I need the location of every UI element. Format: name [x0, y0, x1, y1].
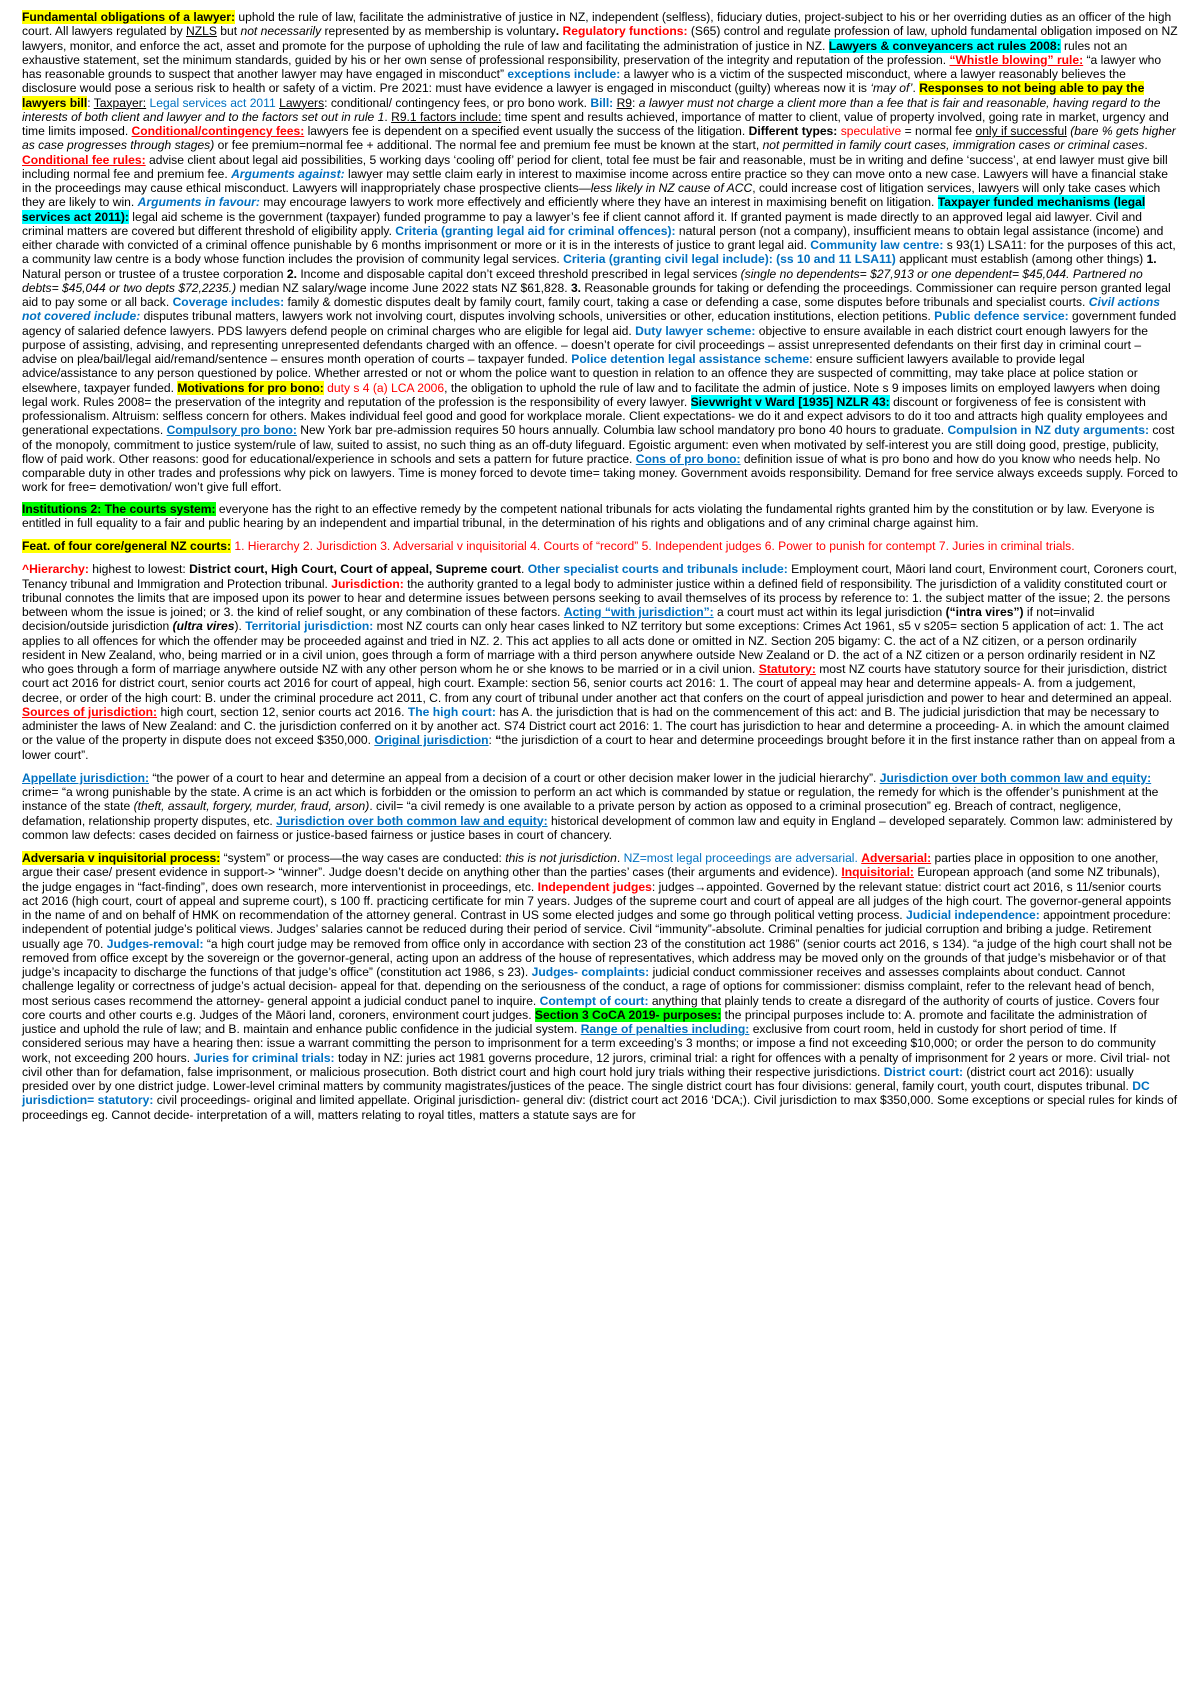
- styled-run: “Whistle blowing” rule:: [949, 52, 1084, 67]
- text-run: judicial conduct commissioner receives and assesses complaints about conduct. Cannot challenge legality or correctness of judge’s actual decision- appeal for that. depending on the seriousness of the conduct, a rage of options for commissioner: dismiss complaint, refer to the relevant head of bench, most serious cases recommend the attorney- general appoint a judicial conduct panel to inquire.: [22, 965, 1155, 1008]
- styled-run: Lawyers: [279, 95, 325, 110]
- text-run: , could increase cost of litigation services, lawyers will only take cases which they are likely to win.: [22, 181, 1161, 210]
- styled-run: speculative: [840, 124, 902, 138]
- styled-run: Conditional/contingency fees:: [131, 124, 305, 138]
- text-run: Employment court, Māori land court, Environment court, Coroners court, Tenancy tribunal and Immigration and Protection tribunal.: [22, 562, 1177, 591]
- styled-run: Conditional fee rules:: [22, 152, 146, 167]
- styled-run: Judges-removal:: [106, 936, 204, 951]
- text-run: Income and disposable capital don’t exceed threshold prescribed in legal services: [296, 266, 741, 281]
- para-hierarchy-jurisdiction: [22, 562, 1178, 762]
- text-run: (district court act 2016): usually presided over by one district judge. Lower-level criminal matters by community magistrates/justices of the peace. The single district court has four divisions: general, family court, youth court, disputes tribunal.: [22, 1064, 1134, 1093]
- styled-run: less likely in NZ cause of ACC: [590, 181, 753, 195]
- text-run: the authority granted to a legal body to administer justice within a defined field of responsibility. The jurisdiction of a validity constituted court or tribunal connotes the limits that are imposed upon its power to hear and determine issues between persons seeking to avail themselves of its process by reference to: 1. the subject matter of the issue; 2. the persons between whom the issue is joined; or 3. the kind of relief sought, or any combination of these factors.: [22, 576, 1171, 619]
- styled-run: “: [495, 733, 502, 748]
- text-run: if not=invalid decision/outside jurisdiction: [22, 605, 1095, 634]
- styled-run: not permitted in family court cases, immigration cases or criminal cases: [762, 138, 1145, 153]
- text-run: the principal purposes include to: A. promote and facilitate the administration of justice and uphold the rule of law; and B. maintain and enhance public confidence in the judicial system.: [22, 1007, 1147, 1036]
- styled-run: Community law centre:: [810, 238, 944, 252]
- text-run: exclusive from court room, held in custody for short period of time. If considered serious may have a hearing then: issue a warrant committing the person to imprisonment for a term exceeding’s 3 months; or impose a find not exceeding $10,000; or order the person to do community work, not exceeding 200 hours.: [22, 1022, 1156, 1065]
- text-run: advise client about legal aid possibilities, 5 working days ‘cooling off’ period for client, total fee must be fair and reasonable, must be in writing and define ‘success’, at end lawyer must give bill including normal fee and premium fee.: [22, 152, 1168, 181]
- text-run: a court must act within its legal jurisdiction: [713, 605, 946, 619]
- text-run: (S65) control and regulate profession of law, uphold fundamental obligation imposed on NZ lawyers, monitor, and enforce the act, asset and promote for the purpose of upholding the rule of law and facilitating the administration of justice in NZ.: [22, 24, 1178, 53]
- text-run: : ensure sufficient lawyers available to provide legal advice/assistance to any person questioned by police. Whether arrested or not or whom the police want to question in relation to an offence they are suspected of committing, may take place at police station or elsewhere, taxpayer funded.: [22, 352, 1138, 395]
- para-appellate-jurisdiction: [22, 771, 1178, 842]
- styled-run: Section 3 CoCA 2019- purposes:: [534, 1007, 722, 1022]
- styled-run: 2.: [286, 266, 297, 281]
- text-run: lawyer may settle claim early in interest to maximise income across entire practice so they can move onto a new case. Lawyers will have a financial stake in the proceedings may cause ethical misconduct. Lawyers will inappropriately chase prospective clients—: [22, 166, 1169, 195]
- text-run: anything that plainly tends to create a disregard of the authority of courts of justice. Covers four core courts and other courts e.g. Judges of the Māori land, coroners, environment court judges.: [22, 993, 1160, 1022]
- text-run: or fee premium=normal fee + additional. The normal fee and premium fee must be known at the start,: [214, 138, 763, 153]
- text-run: rules not an exhaustive statement, set the minimum standards, guided by his or her own sense of professional responsibility, preservation of the integrity and reputation of the profession.: [22, 38, 1128, 67]
- styled-run: Compulsory pro bono:: [166, 423, 297, 438]
- text-run: New York bar pre-admission requires 50 hours annually. Columbia law school mandatory pro bono 40 hours to graduate.: [296, 423, 948, 438]
- text-run: .: [384, 109, 392, 124]
- styled-run: exceptions include:: [507, 67, 621, 81]
- text-run: uphold the rule of law, facilitate the administrative of justice in NZ, independent (selfless), fiduciary duties, project-subject to his or her overriding duties as an officer of the high court. All lawyers regulated by: [22, 10, 1172, 39]
- styled-run: Cons of pro bono:: [635, 451, 741, 466]
- text-run: historical development of common law and equity in England – developed separately. Common law: administered by common law defects: cases decided on fairness or justice-based fairness or justice bases in court of chancery.: [22, 813, 1173, 842]
- styled-run: (ultra vires: [172, 619, 235, 634]
- styled-run: not necessarily: [240, 24, 322, 39]
- text-run: but: [216, 24, 241, 39]
- text-run: family & domestic disputes dealt by family court, family court, taking a case or defending a case, some disputes before tribunals and specialist courts.: [284, 295, 1089, 309]
- styled-run: Acting “with jurisdiction”:: [563, 605, 714, 619]
- styled-run: Arguments in favour:: [137, 195, 260, 210]
- styled-run: .: [555, 24, 560, 39]
- styled-run: Police detention legal assistance scheme: [571, 352, 810, 366]
- styled-run: duty s 4 (a) LCA 2006: [327, 380, 445, 395]
- styled-run: (theft, assault, forgery, murder, fraud, arson): [133, 799, 370, 814]
- styled-run: Jurisdiction over both common law and equity:: [879, 770, 1152, 785]
- text-run: .: [521, 562, 528, 577]
- text-run: represented by as membership is voluntary: [321, 24, 556, 39]
- styled-run: Sievwright v Ward [1935] NZLR 43:: [690, 394, 890, 409]
- styled-run: Arguments against:: [231, 166, 345, 181]
- styled-run: ^Hierarchy:: [22, 562, 89, 577]
- text-run: cost of the monopoly, commitment to justice system/rule of law, suited to assist, no such thing as an off-duty lifeguard. Egoistic argument: even when motivated by self-interest you are still doing good, prestige, publicity, flow of paid work. Other reasons: good for educational/experience in schools and sets a pattern for future practice.: [22, 423, 1175, 466]
- text-run: applicant must establish (among other things): [895, 252, 1147, 267]
- text-run: natural person (not a company), insufficient means to obtain legal assistance (income) and either charade with convicted of a criminal offence punishable by 6 months imprisonment or more or it is in the interests of justice to grant legal aid.: [22, 223, 1164, 252]
- styled-run: Compulsion in NZ duty arguments:: [947, 423, 1149, 438]
- text-run: crime= “a wrong punishable by the state. A crime is an act which is forbidden or the omission to perform an act which is commanded by statue or regulation, the remedy for which is the offender’s punishment at the instance of the state: [22, 785, 1159, 814]
- styled-run: Independent judges: [537, 879, 652, 894]
- para-courts-system: [22, 502, 1178, 531]
- styled-run: NZLS: [186, 24, 217, 39]
- text-run: appointment procedure: independent of potential judge’s political views. Judges’ salaries cannot be reduced during their period of service. Civil “immunity”-absolute. Criminal penalties for judicial corruption and bribing a judge. Retirement usually age 70.: [22, 908, 1171, 951]
- text-run: .: [616, 851, 624, 865]
- styled-run: Regulatory functions:: [559, 24, 688, 39]
- styled-run: Original jurisdiction: [374, 733, 489, 748]
- para-four-core-courts: [22, 539, 1178, 553]
- text-run: legal aid scheme is the government (taxpayer) funded programme to pay a lawyer’s fee if client cannot afford it. If granted payment is made directly to an approved legal aid lawyer. Civil and criminal matters are covered but different threshold of eligibility apply.: [22, 209, 1142, 238]
- text-run: Natural person or trustee of a trustee corporation: [22, 266, 287, 281]
- styled-run: Territorial jurisdiction:: [245, 619, 374, 634]
- styled-run: Adversaria v inquisitorial process:: [22, 851, 221, 865]
- text-run: :: [488, 733, 496, 748]
- styled-run: Contempt of court:: [539, 993, 649, 1008]
- text-run: :: [87, 95, 94, 110]
- styled-run: (bare % gets higher as case progresses through stages): [22, 124, 1176, 153]
- styled-run: Taxpayer funded mechanisms (legal services act 2011):: [22, 195, 1146, 224]
- text-run: “the power of a court to hear and determine an appeal from a decision of a court or other decision maker lower in the judicial hierarchy”.: [149, 770, 880, 785]
- text-run: most NZ courts can only hear cases linked to NZ territory but some exceptions: Crimes Act 1961, s5 v s205= section 5 application of act: 1. The act applies to all offences for which the offender may be proceeded against and tried in NZ. 2. This act applies to all acts done or omitted in NZ. Section 205 bigamy: C. the act of a NZ citizen, or a person ordinarily resident in New Zealand, who, being married or in a civil union, goes through a form of marriage with a third person anywhere outside New Zealand or D. the act of a NZ citizen or a person ordinarily resident in NZ who goes through a form of marriage anywhere outside NZ with any other person whom he or she knows to be married or in a civil union.: [22, 619, 1164, 676]
- text-run: high court, section 12, senior courts act 2016.: [157, 704, 408, 719]
- styled-run: this is not jurisdiction: [505, 851, 617, 865]
- styled-run: 1. Hierarchy 2. Jurisdiction 3. Adversarial v inquisitorial 4. Courts of “record” 5. Independent judges 6. Power to punish for contempt 7. Juries in criminal trials.: [234, 539, 1075, 553]
- text-run: objective to ensure available in each district court enough lawyers for the purpose of assisting, advising, and representing unrepresented defendants charged with an offence. – doesn’t operate for civil proceedings – assist unrepresented defendants on their first day in criminal court – advise on plea/bail/legal aid/remand/sentence – ensures month operation of courts – taxpayer funded.: [22, 323, 1149, 366]
- text-run: : judges→appointed. Governed by the relevant statue: district court act 2016, s 11/senior courts act 2016 (high court, court of appeal and supreme court), s 100 ff. practicing certificate for min 7 years. Judges of the supreme court and court of appeal are all judges of the high court. The governor-general appoints in the name of and on behalf of HMK on recommendation of the attorney general. Contrast in US some elected judges and some go through political vetting process.: [22, 879, 1172, 922]
- styled-run: Taxpayer:: [93, 95, 147, 110]
- styled-run: ‘may of’: [870, 81, 913, 96]
- text-run: discount or forgiveness of fee is consistent with professionalism. Altruism: selfless concern for others. Makes individual feel good and good for workplace morale. Client expectations- we do it and expect advisors to do it too and attracts high quality employees and generational expectations.: [22, 394, 1168, 438]
- text-run: ).: [234, 619, 246, 634]
- styled-run: Judges- complaints:: [531, 965, 650, 979]
- text-run: a lawyer who is a victim of the suspected misconduct, where a lawyer reasonably believes the disclosure would pose a serious risk to health or safety of a victim. Pre 2021: must have evidence a lawyer is engaged in misconduct (guilty) whereas now it is: [22, 67, 1126, 96]
- styled-run: Sources of jurisdiction:: [22, 704, 158, 719]
- text-run: :: [632, 95, 639, 110]
- text-run: highest to lowest:: [88, 562, 190, 577]
- text-run: = normal fee: [901, 124, 976, 138]
- styled-run: Different types:: [748, 124, 838, 138]
- text-run: disputes tribunal matters, lawyers work not involving court, disputes involving schools, universities or other, education institutions, election petitions.: [140, 309, 935, 324]
- text-run: median NZ salary/wage income June 2022 stats NZ $61,828.: [236, 280, 571, 295]
- text-run: “system” or process—the way cases are conducted:: [220, 851, 506, 865]
- styled-run: Legal services act 2011: [149, 95, 276, 110]
- styled-run: Civil actions not covered include:: [22, 295, 1161, 324]
- styled-run: DC jurisdiction= statutory:: [22, 1079, 1150, 1108]
- styled-run: Criteria (granting legal aid for criminal offences):: [395, 223, 676, 238]
- text-run: definition issue of what is pro bono and how do you know who needs help. No comparable duty in other trades and professions why pick on lawyers. Time is money forced to devote time= taking money. Government avoids responsibility. Demand for free service always exceeds supply. Forced to work for free= demotivation/ won’t give full effort.: [22, 451, 1178, 495]
- text-run: s 93(1) LSA11: for the purposes of this act, a community law centre is a body whose function includes the provision of community legal services.: [22, 238, 1176, 267]
- para-adversarial-process: [22, 851, 1178, 1122]
- styled-run: Juries for criminal trials:: [193, 1050, 335, 1065]
- text-run: has A. the jurisdiction that is had on the commencement of this act: and B. The judicial jurisdiction that may be necessary to administer the laws of New Zealand: and C. the jurisdiction conferred on it by another act. S74 District court act 2016: 1. The court has jurisdiction to hear and determine a proceeding- A. in which the amount claimed or the value of the property in dispute does not exceed $350,000.: [22, 704, 1170, 748]
- styled-run: Statutory:: [758, 662, 816, 676]
- text-run: may encourage lawyers to work more effectively and efficiently where they have an interest in maximising benefit on litigation.: [259, 195, 938, 210]
- text-run: the jurisdiction of a court to hear and determine proceedings brought before it in the first instance rather than on appeal from a lower court”.: [22, 733, 1175, 762]
- styled-run: (“intra vires”): [945, 605, 1024, 619]
- styled-run: Institutions 2: The courts system:: [22, 501, 216, 516]
- text-run: time spent and results achieved, importance of matter to client, value of property involved, going rate in market, urgency and time limits imposed.: [22, 109, 1169, 138]
- styled-run: Appellate jurisdiction:: [22, 770, 149, 785]
- text-run: government funded agency of salaried defence lawyers. PDS lawyers defend people on criminal charges who are eligible for legal aid.: [22, 309, 1177, 338]
- text-run: European approach (and some NZ tribunals), the judge engages in “fact-finding”, does own research, more interventionist in proceedings, etc.: [22, 865, 1160, 894]
- text-run: today in NZ: juries act 1981 governs procedure, 12 jurors, criminal trial: a right for offences with a penalty of imprisonment for 2 years or more. Civil trial- not civil other than for defamation, false imprisonment, or malicious prosecution. Both district court and high court hold jury trials withing their respective jurisdictions.: [22, 1050, 1170, 1079]
- styled-run: Fundamental obligations of a lawyer:: [22, 10, 236, 24]
- text-run: . civil= “a civil remedy is one available to a private person by action as opposed to a criminal prosecution” eg. Breach of contract, negligence, defamation, relationship property disputes, etc.: [22, 799, 1122, 828]
- styled-run: Jurisdiction over both common law and equity:: [276, 813, 548, 828]
- styled-run: NZ=most legal proceedings are adversarial.: [623, 851, 858, 865]
- styled-run: Range of penalties including:: [580, 1022, 750, 1036]
- para-lawyer-obligations: [22, 10, 1178, 495]
- text-run: everyone has the right to an effective remedy by the competent national tribunals for acts violating the fundamental rights granted him by the constitution or by law. Everyone is entitled in full equality to a fair and public hearing by an independent and impartial tribunal, in the determination of his rights and obligations and of any criminal charge against him.: [22, 501, 1155, 530]
- styled-run: Adversarial:: [861, 851, 932, 865]
- styled-run: District court:: [883, 1064, 964, 1079]
- text-run: “a lawyer who has reasonable grounds to suspect that another lawyer may have engaged in misconduct”: [22, 52, 1162, 81]
- text-run: “a high court judge may be removed from office only in accordance with section 23 of the constitution act 1986” (senior courts act 2016, s 134). “a judge of the high court shall not be removed from office except by the sovereign or the governor-general, acting upon an address of the house of representatives, which address may be moved only on the grounds of that judge’s misbehavior or of that judge’s incapacity to discharge the functions of that judge’s office” (constitution act 1986, s 23).: [22, 936, 1172, 979]
- styled-run: The high court:: [407, 704, 496, 719]
- styled-run: Inquisitorial:: [841, 865, 914, 880]
- text-run: most NZ courts have statutory source for their jurisdiction, district court act 2016 for district court, senior courts act 2016 for court of appeal, high court. Example: section 56, senior courts act 2016: 1. The court of appeal may hear and determine appeals- A. from a judgement, decree, or order of the high court: B. under the criminal procedure act 2011, C. from any court of tribunal under another act that confers on the court of appeal jurisdiction and power to hear and determined an appeal.: [22, 662, 1173, 705]
- styled-run: Criteria (granting civil legal include): (ss 10 and 11 LSA11): [563, 252, 896, 267]
- styled-run: Jurisdiction:: [331, 576, 404, 591]
- text-run: , the obligation to uphold the rule of law and to facilitate the admin of justice. Note s 9 imposes limits on employed lawyers when doing legal work. Rules 2008= the preservation of the integrity and reputation of the profession is the responsibility of every lawyer.: [22, 380, 1161, 409]
- styled-run: (single no dependents= $27,913 or one dependent= $45,044. Partnered no debts= $45,044 or two depts $72,2235.): [22, 266, 1143, 295]
- styled-run: Coverage includes:: [172, 295, 285, 309]
- text-run: lawyers fee is dependent on a specified event usually the success of the litigation.: [304, 124, 749, 138]
- styled-run: a lawyer must not charge a client more than a fee that is fair and reasonable, having regard to the interests of both client and lawyer and to the factors set out in rule 1: [22, 95, 1161, 124]
- text-run: .: [1144, 138, 1148, 153]
- styled-run: Responses to not being able to pay the lawyers bill: [22, 81, 1145, 110]
- styled-run: District court, High Court, Court of appeal, Supreme court: [189, 562, 521, 577]
- styled-run: R9.1 factors include:: [391, 109, 502, 124]
- styled-run: Duty lawyer scheme:: [635, 323, 756, 338]
- styled-run: R9: [616, 95, 633, 110]
- styled-run: only if successful: [975, 124, 1067, 138]
- styled-run: Feat. of four core/general NZ courts:: [22, 539, 231, 553]
- styled-run: Lawyers & conveyancers act rules 2008:: [828, 38, 1061, 53]
- text-run: parties place in opposition to one another, argue their case/ present evidence in support-> “winner”. Judge doesn’t decide on anything other than the parties’ cases (their arguments and evidence).: [22, 851, 1159, 880]
- styled-run: Other specialist courts and tribunals include:: [527, 562, 788, 577]
- styled-run: Bill:: [590, 95, 614, 110]
- text-run: : conditional/ contingency fees, or pro bono work.: [324, 95, 591, 110]
- styled-run: Public defence service:: [934, 309, 1069, 324]
- styled-run: Judicial independence:: [906, 908, 1040, 922]
- text-run: Reasonable grounds for taking or defending the proceedings. Commissioner can require person granted legal aid to pay some or all back.: [22, 280, 1171, 309]
- styled-run: Motivations for pro bono:: [177, 380, 324, 395]
- text-run: civil proceedings- original and limited appellate. Original jurisdiction- general div: (district court act 2016 ‘DCA;). Civil jurisdiction to max $350,000. Some exceptions or special rules for kinds of proceedings eg. Cannot decide- interpretation of a will, matters relating to royal titles, matters a statute says are for: [22, 1093, 1178, 1122]
- styled-run: 1.: [1146, 252, 1157, 267]
- styled-run: 3.: [570, 280, 582, 295]
- text-run: .: [912, 81, 920, 96]
